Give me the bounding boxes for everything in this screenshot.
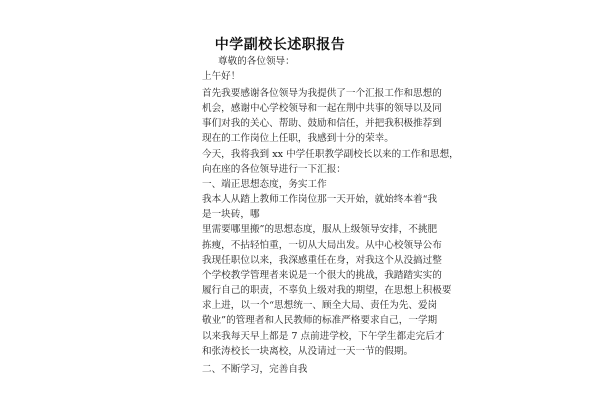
body-line: 我本人从踏上教师工作岗位那一天开始，就始终本着“我 [202, 194, 438, 205]
body-line: 个学校教学管理者来说是一个很大的挑战，我踏踏实实的 [202, 270, 442, 281]
body-line: 里需要哪里搬”的思想态度，服从上级领导安排，不挑肥 [202, 224, 438, 235]
body-line: 机会，感谢中心学校领导和一起在荆中共事的领导以及同 [202, 103, 442, 114]
body-line: 现在的工作岗位上任职，我感到十分的荣幸。 [202, 133, 394, 144]
body-line: 是一块砖，哪 [202, 209, 260, 220]
body-line: 向在座的各位领导进行一下汇报： [202, 164, 346, 175]
body-line: 和张涛校长一块离校，从没请过一天一节的假期。 [202, 346, 414, 357]
section-heading: 二、不断学习，完善自我 [202, 364, 308, 375]
section-heading: 一、端正思想态度，务实工作 [202, 179, 327, 190]
page-title: 中学副校长述职报告 [214, 37, 346, 53]
body-line: 今天，我将我到 xx 中学任职教学副校长以来的工作和思想， [202, 149, 459, 160]
salutation: 尊敬的各位领导： [218, 56, 295, 67]
body-line: 以来我每天早上都是 7 点前进学校，下午学生都走完后才 [202, 331, 445, 342]
body-line: 履行自己的职责，不辜负上级对我的期望，在思想上积极要 [202, 285, 452, 296]
body-line: 拣瘦，不拈轻怕重，一切从大局出发。从中心校领导公布 [202, 240, 442, 251]
body-line: 首先我要感谢各位领导为我提供了一个汇报工作和思想的 [202, 88, 442, 99]
greeting: 上午好！ [202, 71, 241, 82]
body-line: 事们对我的关心、帮助、鼓励和信任，并把我积极推荐到 [202, 118, 442, 129]
body-line: 求上进，以一个“思想统一、顾全大局、责任为先、爱岗 [202, 300, 438, 311]
body-line: 敬业”的管理者和人民教师的标准严格要求自己，一学期 [202, 315, 438, 326]
body-line: 我现任职位以来，我深感重任在身，对我这个从没搞过整 [202, 255, 442, 266]
